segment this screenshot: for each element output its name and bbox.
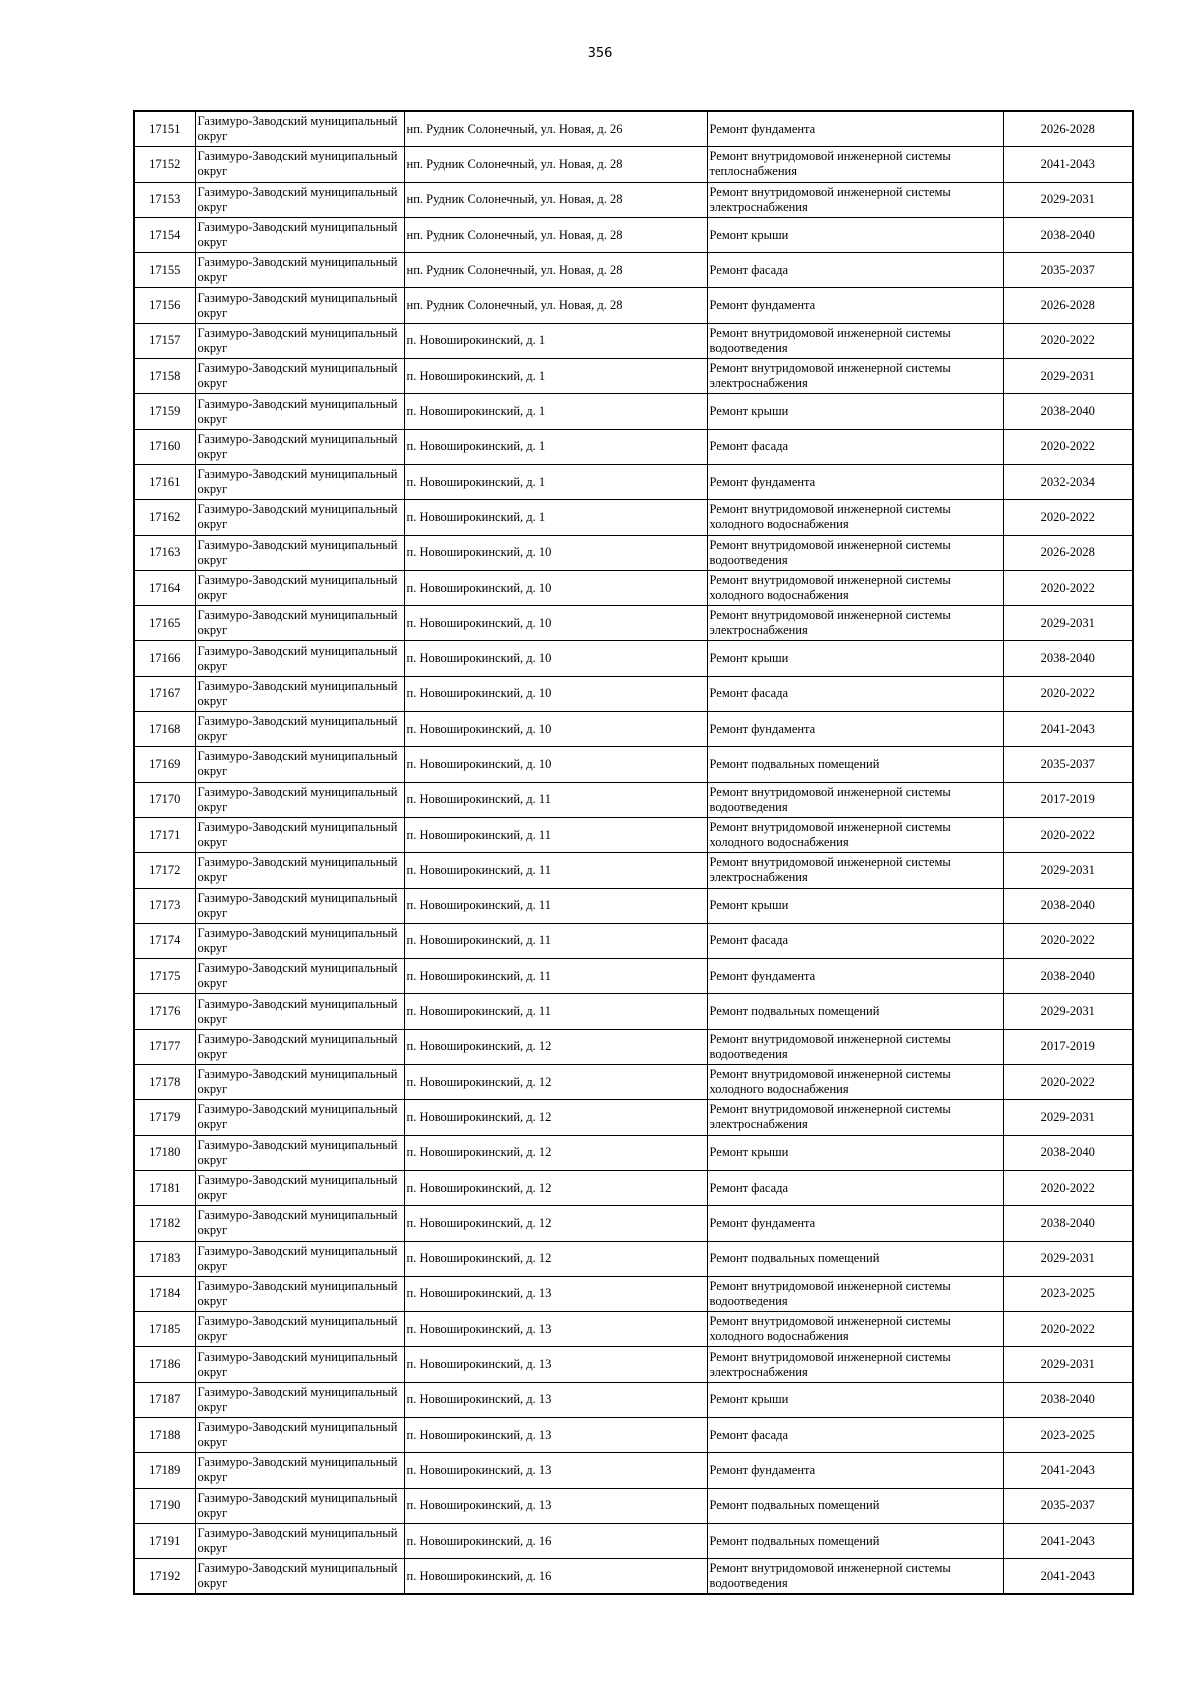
address-cell: п. Новоширокинский, д. 12 [404, 1206, 707, 1241]
row-number-cell: 17157 [134, 323, 195, 358]
period-cell: 2029-2031 [1003, 1100, 1133, 1135]
municipality-cell: Газимуро-Заводский муниципальный округ [195, 1135, 404, 1170]
period-cell: 2029-2031 [1003, 606, 1133, 641]
table-row [134, 747, 1133, 782]
row-number-cell: 17192 [134, 1559, 195, 1595]
address-cell: п. Новоширокинский, д. 12 [404, 1241, 707, 1276]
address-cell: п. Новоширокинский, д. 1 [404, 359, 707, 394]
table-row [134, 182, 1133, 217]
period-cell: 2038-2040 [1003, 959, 1133, 994]
table-row [134, 535, 1133, 570]
work-type-cell: Ремонт фасада [707, 253, 1003, 288]
address-cell: п. Новоширокинский, д. 1 [404, 429, 707, 464]
period-cell: 2029-2031 [1003, 994, 1133, 1029]
row-number-cell: 17178 [134, 1065, 195, 1100]
row-number-cell: 17164 [134, 570, 195, 605]
municipality-cell: Газимуро-Заводский муниципальный округ [195, 394, 404, 429]
row-number-cell: 17175 [134, 959, 195, 994]
address-cell: п. Новоширокинский, д. 10 [404, 712, 707, 747]
table-row [134, 606, 1133, 641]
municipality-cell: Газимуро-Заводский муниципальный округ [195, 217, 404, 252]
period-cell: 2035-2037 [1003, 747, 1133, 782]
work-type-cell: Ремонт подвальных помещений [707, 1241, 1003, 1276]
row-number-cell: 17168 [134, 712, 195, 747]
municipality-cell: Газимуро-Заводский муниципальный округ [195, 111, 404, 147]
work-type-cell: Ремонт внутридомовой инженерной системы электроснабжения [707, 1347, 1003, 1382]
address-cell: п. Новоширокинский, д. 13 [404, 1276, 707, 1311]
municipality-cell: Газимуро-Заводский муниципальный округ [195, 1559, 404, 1595]
period-cell: 2038-2040 [1003, 888, 1133, 923]
work-type-cell: Ремонт фундамента [707, 288, 1003, 323]
municipality-cell: Газимуро-Заводский муниципальный округ [195, 1382, 404, 1417]
address-cell: п. Новоширокинский, д. 11 [404, 888, 707, 923]
period-cell: 2041-2043 [1003, 1523, 1133, 1558]
period-cell: 2038-2040 [1003, 1135, 1133, 1170]
work-type-cell: Ремонт фундамента [707, 464, 1003, 499]
table-row [134, 1312, 1133, 1347]
table-row [134, 1100, 1133, 1135]
row-number-cell: 17156 [134, 288, 195, 323]
row-number-cell: 17151 [134, 111, 195, 147]
period-cell: 2038-2040 [1003, 1382, 1133, 1417]
municipality-cell: Газимуро-Заводский муниципальный округ [195, 1417, 404, 1452]
address-cell: п. Новоширокинский, д. 10 [404, 570, 707, 605]
address-cell: нп. Рудник Солонечный, ул. Новая, д. 28 [404, 217, 707, 252]
row-number-cell: 17172 [134, 853, 195, 888]
table-row [134, 253, 1133, 288]
row-number-cell: 17183 [134, 1241, 195, 1276]
address-cell: п. Новоширокинский, д. 13 [404, 1312, 707, 1347]
row-number-cell: 17163 [134, 535, 195, 570]
work-type-cell: Ремонт внутридомовой инженерной системы холодного водоснабжения [707, 570, 1003, 605]
period-cell: 2020-2022 [1003, 1170, 1133, 1205]
table-row [134, 1206, 1133, 1241]
row-number-cell: 17180 [134, 1135, 195, 1170]
municipality-cell: Газимуро-Заводский муниципальный округ [195, 1312, 404, 1347]
period-cell: 2029-2031 [1003, 359, 1133, 394]
address-cell: нп. Рудник Солонечный, ул. Новая, д. 28 [404, 182, 707, 217]
row-number-cell: 17177 [134, 1029, 195, 1064]
table-row [134, 1559, 1133, 1595]
work-type-cell: Ремонт фасада [707, 1170, 1003, 1205]
work-type-cell: Ремонт фасада [707, 429, 1003, 464]
row-number-cell: 17176 [134, 994, 195, 1029]
period-cell: 2029-2031 [1003, 1347, 1133, 1382]
municipality-cell: Газимуро-Заводский муниципальный округ [195, 712, 404, 747]
municipality-cell: Газимуро-Заводский муниципальный округ [195, 853, 404, 888]
work-type-cell: Ремонт фасада [707, 676, 1003, 711]
address-cell: п. Новоширокинский, д. 11 [404, 959, 707, 994]
period-cell: 2020-2022 [1003, 500, 1133, 535]
work-type-cell: Ремонт фасада [707, 923, 1003, 958]
period-cell: 2017-2019 [1003, 782, 1133, 817]
work-type-cell: Ремонт крыши [707, 217, 1003, 252]
work-type-cell: Ремонт внутридомовой инженерной системы электроснабжения [707, 853, 1003, 888]
municipality-cell: Газимуро-Заводский муниципальный округ [195, 500, 404, 535]
municipality-cell: Газимуро-Заводский муниципальный округ [195, 959, 404, 994]
period-cell: 2035-2037 [1003, 253, 1133, 288]
work-type-cell: Ремонт внутридомовой инженерной системы водоотведения [707, 1029, 1003, 1064]
row-number-cell: 17153 [134, 182, 195, 217]
row-number-cell: 17162 [134, 500, 195, 535]
row-number-cell: 17159 [134, 394, 195, 429]
address-cell: п. Новоширокинский, д. 11 [404, 782, 707, 817]
municipality-cell: Газимуро-Заводский муниципальный округ [195, 606, 404, 641]
table-row [134, 1241, 1133, 1276]
period-cell: 2026-2028 [1003, 288, 1133, 323]
table-row [134, 111, 1133, 147]
work-type-cell: Ремонт внутридомовой инженерной системы электроснабжения [707, 359, 1003, 394]
table-row [134, 1523, 1133, 1558]
period-cell: 2020-2022 [1003, 429, 1133, 464]
row-number-cell: 17181 [134, 1170, 195, 1205]
municipality-cell: Газимуро-Заводский муниципальный округ [195, 1347, 404, 1382]
municipality-cell: Газимуро-Заводский муниципальный округ [195, 782, 404, 817]
municipality-cell: Газимуро-Заводский муниципальный округ [195, 182, 404, 217]
row-number-cell: 17182 [134, 1206, 195, 1241]
work-type-cell: Ремонт внутридомовой инженерной системы холодного водоснабжения [707, 1065, 1003, 1100]
municipality-cell: Газимуро-Заводский муниципальный округ [195, 1488, 404, 1523]
work-type-cell: Ремонт внутридомовой инженерной системы холодного водоснабжения [707, 500, 1003, 535]
work-type-cell: Ремонт внутридомовой инженерной системы водоотведения [707, 1276, 1003, 1311]
work-type-cell: Ремонт крыши [707, 641, 1003, 676]
work-type-cell: Ремонт внутридомовой инженерной системы водоотведения [707, 1559, 1003, 1595]
period-cell: 2023-2025 [1003, 1417, 1133, 1452]
period-cell: 2038-2040 [1003, 1206, 1133, 1241]
period-cell: 2020-2022 [1003, 1065, 1133, 1100]
address-cell: п. Новоширокинский, д. 12 [404, 1029, 707, 1064]
table-row [134, 1453, 1133, 1488]
row-number-cell: 17174 [134, 923, 195, 958]
work-type-cell: Ремонт фундамента [707, 1453, 1003, 1488]
municipality-cell: Газимуро-Заводский муниципальный округ [195, 994, 404, 1029]
municipality-cell: Газимуро-Заводский муниципальный округ [195, 747, 404, 782]
row-number-cell: 17173 [134, 888, 195, 923]
period-cell: 2020-2022 [1003, 817, 1133, 852]
work-type-cell: Ремонт крыши [707, 1382, 1003, 1417]
municipality-cell: Газимуро-Заводский муниципальный округ [195, 323, 404, 358]
table-row [134, 641, 1133, 676]
work-type-cell: Ремонт внутридомовой инженерной системы водоотведения [707, 323, 1003, 358]
address-cell: п. Новоширокинский, д. 13 [404, 1347, 707, 1382]
address-cell: п. Новоширокинский, д. 13 [404, 1417, 707, 1452]
table-row [134, 676, 1133, 711]
table-row [134, 959, 1133, 994]
row-number-cell: 17179 [134, 1100, 195, 1135]
municipality-cell: Газимуро-Заводский муниципальный округ [195, 1065, 404, 1100]
address-cell: п. Новоширокинский, д. 11 [404, 923, 707, 958]
municipality-cell: Газимуро-Заводский муниципальный округ [195, 570, 404, 605]
address-cell: п. Новоширокинский, д. 13 [404, 1488, 707, 1523]
period-cell: 2026-2028 [1003, 111, 1133, 147]
period-cell: 2041-2043 [1003, 1453, 1133, 1488]
work-type-cell: Ремонт внутридомовой инженерной системы электроснабжения [707, 1100, 1003, 1135]
period-cell: 2029-2031 [1003, 182, 1133, 217]
table-row [134, 500, 1133, 535]
table-row [134, 888, 1133, 923]
repair-schedule-table [133, 110, 1134, 1595]
period-cell: 2041-2043 [1003, 1559, 1133, 1595]
period-cell: 2017-2019 [1003, 1029, 1133, 1064]
address-cell: п. Новоширокинский, д. 1 [404, 464, 707, 499]
table-row [134, 1170, 1133, 1205]
row-number-cell: 17190 [134, 1488, 195, 1523]
address-cell: п. Новоширокинский, д. 10 [404, 535, 707, 570]
work-type-cell: Ремонт внутридомовой инженерной системы водоотведения [707, 782, 1003, 817]
work-type-cell: Ремонт подвальных помещений [707, 1488, 1003, 1523]
municipality-cell: Газимуро-Заводский муниципальный округ [195, 817, 404, 852]
row-number-cell: 17155 [134, 253, 195, 288]
work-type-cell: Ремонт фундамента [707, 1206, 1003, 1241]
municipality-cell: Газимуро-Заводский муниципальный округ [195, 923, 404, 958]
row-number-cell: 17165 [134, 606, 195, 641]
work-type-cell: Ремонт крыши [707, 1135, 1003, 1170]
period-cell: 2041-2043 [1003, 712, 1133, 747]
municipality-cell: Газимуро-Заводский муниципальный округ [195, 1029, 404, 1064]
work-type-cell: Ремонт подвальных помещений [707, 747, 1003, 782]
period-cell: 2029-2031 [1003, 1241, 1133, 1276]
row-number-cell: 17152 [134, 147, 195, 182]
row-number-cell: 17170 [134, 782, 195, 817]
work-type-cell: Ремонт фасада [707, 1417, 1003, 1452]
municipality-cell: Газимуро-Заводский муниципальный округ [195, 288, 404, 323]
municipality-cell: Газимуро-Заводский муниципальный округ [195, 1241, 404, 1276]
work-type-cell: Ремонт внутридомовой инженерной системы водоотведения [707, 535, 1003, 570]
table-row [134, 853, 1133, 888]
table-row [134, 1347, 1133, 1382]
address-cell: п. Новоширокинский, д. 10 [404, 606, 707, 641]
page-number: 356 [587, 46, 613, 61]
municipality-cell: Газимуро-Заводский муниципальный округ [195, 1100, 404, 1135]
municipality-cell: Газимуро-Заводский муниципальный округ [195, 535, 404, 570]
row-number-cell: 17184 [134, 1276, 195, 1311]
period-cell: 2020-2022 [1003, 1312, 1133, 1347]
address-cell: п. Новоширокинский, д. 1 [404, 500, 707, 535]
period-cell: 2041-2043 [1003, 147, 1133, 182]
table-row [134, 1417, 1133, 1452]
work-type-cell: Ремонт крыши [707, 888, 1003, 923]
address-cell: п. Новоширокинский, д. 16 [404, 1523, 707, 1558]
address-cell: п. Новоширокинский, д. 12 [404, 1170, 707, 1205]
address-cell: п. Новоширокинский, д. 16 [404, 1559, 707, 1595]
row-number-cell: 17158 [134, 359, 195, 394]
work-type-cell: Ремонт подвальных помещений [707, 994, 1003, 1029]
row-number-cell: 17191 [134, 1523, 195, 1558]
table-row [134, 817, 1133, 852]
table-row [134, 359, 1133, 394]
period-cell: 2020-2022 [1003, 323, 1133, 358]
municipality-cell: Газимуро-Заводский муниципальный округ [195, 641, 404, 676]
municipality-cell: Газимуро-Заводский муниципальный округ [195, 1276, 404, 1311]
work-type-cell: Ремонт внутридомовой инженерной системы электроснабжения [707, 182, 1003, 217]
municipality-cell: Газимуро-Заводский муниципальный округ [195, 1170, 404, 1205]
row-number-cell: 17171 [134, 817, 195, 852]
table-row [134, 394, 1133, 429]
period-cell: 2038-2040 [1003, 217, 1133, 252]
row-number-cell: 17154 [134, 217, 195, 252]
address-cell: п. Новоширокинский, д. 12 [404, 1135, 707, 1170]
table-row [134, 923, 1133, 958]
address-cell: нп. Рудник Солонечный, ул. Новая, д. 28 [404, 253, 707, 288]
municipality-cell: Газимуро-Заводский муниципальный округ [195, 1453, 404, 1488]
table-row [134, 1276, 1133, 1311]
row-number-cell: 17189 [134, 1453, 195, 1488]
period-cell: 2032-2034 [1003, 464, 1133, 499]
row-number-cell: 17185 [134, 1312, 195, 1347]
table-row [134, 1488, 1133, 1523]
period-cell: 2020-2022 [1003, 923, 1133, 958]
municipality-cell: Газимуро-Заводский муниципальный округ [195, 253, 404, 288]
table-row [134, 288, 1133, 323]
table-body [134, 111, 1133, 1594]
table-row [134, 1135, 1133, 1170]
address-cell: нп. Рудник Солонечный, ул. Новая, д. 26 [404, 111, 707, 147]
address-cell: п. Новоширокинский, д. 13 [404, 1382, 707, 1417]
row-number-cell: 17160 [134, 429, 195, 464]
work-type-cell: Ремонт внутридомовой инженерной системы теплоснабжения [707, 147, 1003, 182]
table-row [134, 1029, 1133, 1064]
address-cell: п. Новоширокинский, д. 1 [404, 394, 707, 429]
period-cell: 2026-2028 [1003, 535, 1133, 570]
table-row [134, 464, 1133, 499]
table-row [134, 1065, 1133, 1100]
municipality-cell: Газимуро-Заводский муниципальный округ [195, 676, 404, 711]
table-row [134, 712, 1133, 747]
work-type-cell: Ремонт фундамента [707, 959, 1003, 994]
row-number-cell: 17169 [134, 747, 195, 782]
address-cell: п. Новоширокинский, д. 10 [404, 641, 707, 676]
address-cell: п. Новоширокинский, д. 12 [404, 1100, 707, 1135]
address-cell: п. Новоширокинский, д. 12 [404, 1065, 707, 1100]
table-row [134, 1382, 1133, 1417]
municipality-cell: Газимуро-Заводский муниципальный округ [195, 429, 404, 464]
row-number-cell: 17186 [134, 1347, 195, 1382]
table-row [134, 782, 1133, 817]
work-type-cell: Ремонт внутридомовой инженерной системы холодного водоснабжения [707, 817, 1003, 852]
work-type-cell: Ремонт фундамента [707, 712, 1003, 747]
address-cell: п. Новоширокинский, д. 11 [404, 853, 707, 888]
address-cell: п. Новоширокинский, д. 10 [404, 676, 707, 711]
municipality-cell: Газимуро-Заводский муниципальный округ [195, 1206, 404, 1241]
row-number-cell: 17166 [134, 641, 195, 676]
period-cell: 2029-2031 [1003, 853, 1133, 888]
period-cell: 2023-2025 [1003, 1276, 1133, 1311]
work-type-cell: Ремонт фундамента [707, 111, 1003, 147]
row-number-cell: 17167 [134, 676, 195, 711]
work-type-cell: Ремонт внутридомовой инженерной системы электроснабжения [707, 606, 1003, 641]
row-number-cell: 17161 [134, 464, 195, 499]
work-type-cell: Ремонт подвальных помещений [707, 1523, 1003, 1558]
work-type-cell: Ремонт внутридомовой инженерной системы холодного водоснабжения [707, 1312, 1003, 1347]
row-number-cell: 17187 [134, 1382, 195, 1417]
table-row [134, 429, 1133, 464]
table-row [134, 994, 1133, 1029]
address-cell: п. Новоширокинский, д. 13 [404, 1453, 707, 1488]
table-row [134, 217, 1133, 252]
work-type-cell: Ремонт крыши [707, 394, 1003, 429]
period-cell: 2035-2037 [1003, 1488, 1133, 1523]
period-cell: 2038-2040 [1003, 394, 1133, 429]
address-cell: п. Новоширокинский, д. 11 [404, 994, 707, 1029]
period-cell: 2038-2040 [1003, 641, 1133, 676]
table-row [134, 570, 1133, 605]
municipality-cell: Газимуро-Заводский муниципальный округ [195, 147, 404, 182]
address-cell: п. Новоширокинский, д. 1 [404, 323, 707, 358]
period-cell: 2020-2022 [1003, 570, 1133, 605]
address-cell: п. Новоширокинский, д. 10 [404, 747, 707, 782]
municipality-cell: Газимуро-Заводский муниципальный округ [195, 359, 404, 394]
municipality-cell: Газимуро-Заводский муниципальный округ [195, 888, 404, 923]
address-cell: п. Новоширокинский, д. 11 [404, 817, 707, 852]
address-cell: нп. Рудник Солонечный, ул. Новая, д. 28 [404, 288, 707, 323]
period-cell: 2020-2022 [1003, 676, 1133, 711]
table-row [134, 323, 1133, 358]
row-number-cell: 17188 [134, 1417, 195, 1452]
municipality-cell: Газимуро-Заводский муниципальный округ [195, 1523, 404, 1558]
address-cell: нп. Рудник Солонечный, ул. Новая, д. 28 [404, 147, 707, 182]
table-row [134, 147, 1133, 182]
municipality-cell: Газимуро-Заводский муниципальный округ [195, 464, 404, 499]
